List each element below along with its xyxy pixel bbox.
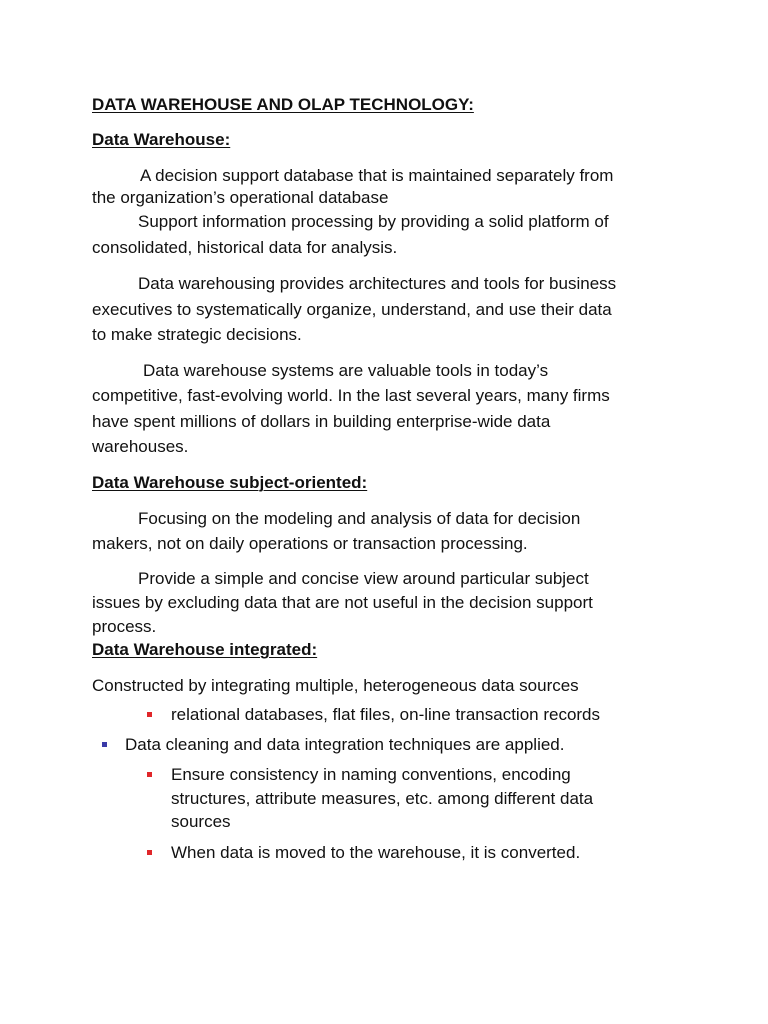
paragraph-line: the organization’s operational database: [92, 188, 389, 207]
paragraph-line: Provide a simple and concise view around particular subject: [138, 569, 589, 588]
square-bullet-icon: [147, 772, 152, 777]
list-item: Data cleaning and data integration techniques are applied.: [125, 735, 565, 754]
paragraph-line: Data warehousing provides architectures and tools for business: [138, 274, 617, 293]
paragraph-line: have spent millions of dollars in building enterprise-wide data: [92, 412, 551, 431]
list-item: relational databases, flat files, on-line transaction records: [171, 705, 601, 724]
paragraph-line: issues by excluding data that are not useful in the decision support: [92, 593, 593, 612]
paragraph-line: makers, not on daily operations or transaction processing.: [92, 534, 528, 553]
list-item: Ensure consistency in naming conventions, encoding: [171, 765, 571, 784]
list-item-continuation: structures, attribute measures, etc. among different data: [171, 789, 594, 808]
square-bullet-icon: [102, 742, 107, 747]
paragraph-line: A decision support database that is maintained separately from: [140, 166, 614, 185]
section-heading-integrated: Data Warehouse integrated:: [92, 640, 318, 659]
section-heading-data-warehouse: Data Warehouse:: [92, 130, 231, 149]
paragraph-line: Support information processing by providing a solid platform of: [138, 212, 609, 231]
paragraph-line: Constructed by integrating multiple, heterogeneous data sources: [92, 676, 579, 695]
section-heading-subject-oriented: Data Warehouse subject-oriented:: [92, 473, 368, 492]
list-item: When data is moved to the warehouse, it is converted.: [171, 843, 581, 862]
document-title: DATA WAREHOUSE AND OLAP TECHNOLOGY:: [92, 95, 474, 114]
paragraph-line: to make strategic decisions.: [92, 325, 302, 344]
square-bullet-icon: [147, 850, 152, 855]
paragraph-line: warehouses.: [92, 437, 189, 456]
paragraph-line: consolidated, historical data for analysis.: [92, 238, 398, 257]
list-item-continuation: sources: [171, 812, 231, 831]
square-bullet-icon: [147, 712, 152, 717]
paragraph-line: Data warehouse systems are valuable tools in today’s: [143, 361, 549, 380]
paragraph-line: competitive, fast-evolving world. In the last several years, many firms: [92, 386, 610, 405]
paragraph-line: process.: [92, 617, 157, 636]
paragraph-line: executives to systematically organize, understand, and use their data: [92, 300, 612, 319]
paragraph-line: Focusing on the modeling and analysis of data for decision: [138, 509, 581, 528]
